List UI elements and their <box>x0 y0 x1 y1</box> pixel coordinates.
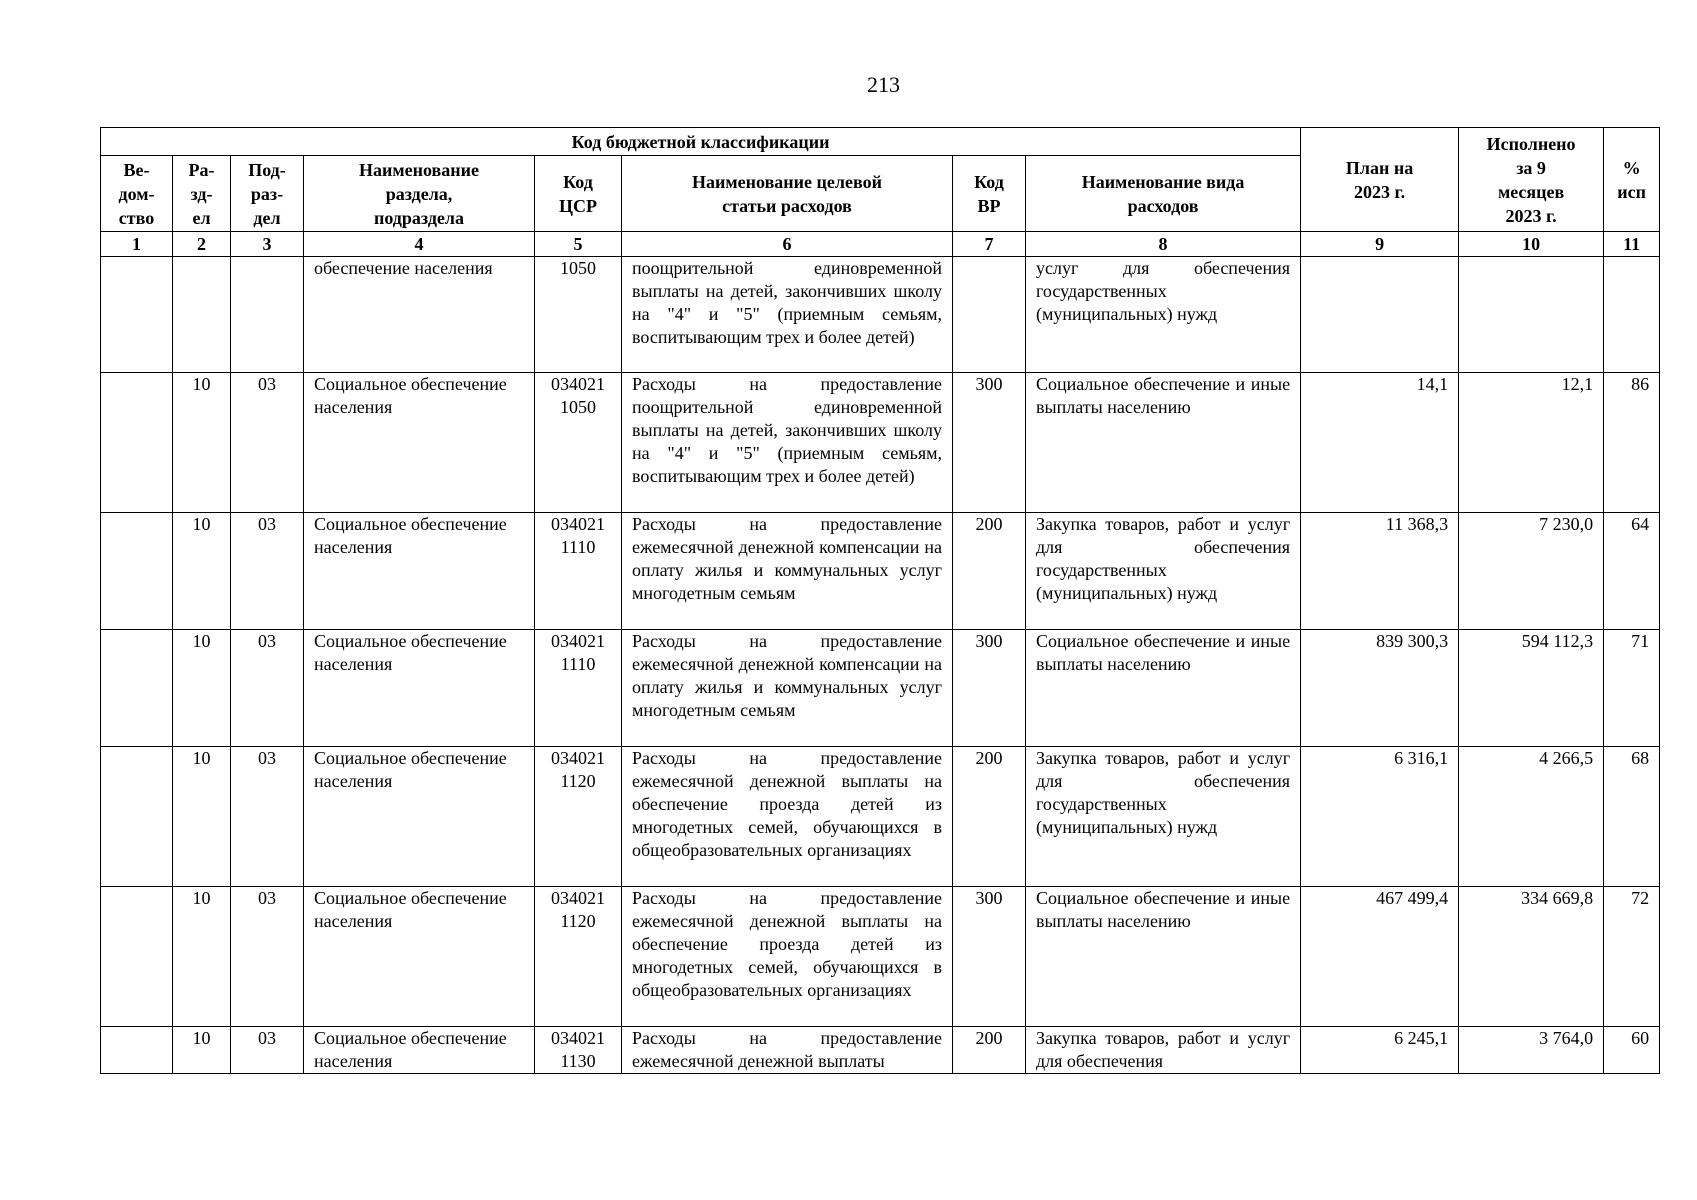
cell-section-name: Социальное обеспечение населения <box>304 887 535 1027</box>
header-plan: План на 2023 г. <box>1301 128 1459 232</box>
column-number: 5 <box>535 232 622 257</box>
cell-podrazdel: 03 <box>231 887 304 1027</box>
cell-pct: 72 <box>1604 887 1660 1027</box>
cell-razdel: 10 <box>173 373 231 513</box>
cell-vedomstvo <box>101 887 173 1027</box>
cell-vr-name: Социальное обеспечение и иные выплаты населению <box>1026 887 1301 1027</box>
cell-vr: 200 <box>953 513 1026 630</box>
column-number: 10 <box>1459 232 1604 257</box>
cell-razdel <box>173 257 231 373</box>
table-row <box>101 747 1660 887</box>
cell-target-name: Расходы на предоставление ежемесячной денежной компенсации на оплату жилья и коммунальных услуг многодетным семьям <box>622 630 953 747</box>
cell-vr: 300 <box>953 887 1026 1027</box>
cell-target-name: Расходы на предоставление поощрительной единовременной выплаты на детей, закончивших школу на "4" и "5" (приемным семьям, воспитывающим трех и более детей) <box>622 373 953 513</box>
column-number: 11 <box>1604 232 1660 257</box>
cell-vr <box>953 257 1026 373</box>
cell-vr-name: Закупка товаров, работ и услуг для обеспечения государственных (муниципальных) нужд <box>1026 747 1301 887</box>
header-vedomstvo: Ве- дом- ство <box>101 156 173 232</box>
header-kod-csr: Код ЦСР <box>535 156 622 232</box>
header-name-vr: Наименование вида расходов <box>1026 156 1301 232</box>
cell-csr: 034021 1050 <box>535 373 622 513</box>
column-number: 6 <box>622 232 953 257</box>
column-number: 2 <box>173 232 231 257</box>
table-row <box>101 1027 1660 1074</box>
cell-done: 594 112,3 <box>1459 630 1604 747</box>
cell-vr-name: услуг для обеспечения государственных (муниципальных) нужд <box>1026 257 1301 373</box>
cell-done: 12,1 <box>1459 373 1604 513</box>
table-row <box>101 887 1660 1027</box>
cell-target-name: Расходы на предоставление ежемесячной денежной выплаты на обеспечение проезда детей из многодетных семей, обучающихся в общеобразовательных организациях <box>622 747 953 887</box>
cell-section-name: Социальное обеспечение населения <box>304 1027 535 1074</box>
cell-target-name: Расходы на предоставление ежемесячной денежной компенсации на оплату жилья и коммунальных услуг многодетным семьям <box>622 513 953 630</box>
cell-pct: 68 <box>1604 747 1660 887</box>
column-number: 3 <box>231 232 304 257</box>
cell-section-name: обеспечение населения <box>304 257 535 373</box>
cell-podrazdel: 03 <box>231 747 304 887</box>
cell-plan: 11 368,3 <box>1301 513 1459 630</box>
header-name-target: Наименование целевой статьи расходов <box>622 156 953 232</box>
header-razdel: Ра- зд- ел <box>173 156 231 232</box>
cell-podrazdel: 03 <box>231 1027 304 1074</box>
cell-vr: 200 <box>953 1027 1026 1074</box>
cell-done: 4 266,5 <box>1459 747 1604 887</box>
cell-plan: 839 300,3 <box>1301 630 1459 747</box>
column-number: 9 <box>1301 232 1459 257</box>
cell-vedomstvo <box>101 373 173 513</box>
cell-razdel: 10 <box>173 1027 231 1074</box>
cell-plan <box>1301 257 1459 373</box>
table-row <box>101 630 1660 747</box>
cell-vr: 300 <box>953 373 1026 513</box>
cell-pct: 60 <box>1604 1027 1660 1074</box>
cell-target-name: Расходы на предоставление ежемесячной денежной выплаты <box>622 1027 953 1074</box>
cell-done: 7 230,0 <box>1459 513 1604 630</box>
column-number: 4 <box>304 232 535 257</box>
cell-section-name: Социальное обеспечение населения <box>304 630 535 747</box>
cell-vr: 200 <box>953 747 1026 887</box>
cell-vr-name: Закупка товаров, работ и услуг для обеспечения <box>1026 1027 1301 1074</box>
cell-done: 3 764,0 <box>1459 1027 1604 1074</box>
cell-target-name: Расходы на предоставление ежемесячной денежной выплаты на обеспечение проезда детей из многодетных семей, обучающихся в общеобразовательных организациях <box>622 887 953 1027</box>
cell-plan: 467 499,4 <box>1301 887 1459 1027</box>
column-number: 1 <box>101 232 173 257</box>
cell-vedomstvo <box>101 630 173 747</box>
header-podrazdel: Под- раз- дел <box>231 156 304 232</box>
cell-csr: 1050 <box>535 257 622 373</box>
cell-section-name: Социальное обеспечение населения <box>304 513 535 630</box>
cell-csr: 034021 1110 <box>535 513 622 630</box>
table-body <box>101 257 1660 1074</box>
cell-pct: 86 <box>1604 373 1660 513</box>
cell-csr: 034021 1130 <box>535 1027 622 1074</box>
cell-vr-name: Социальное обеспечение и иные выплаты населению <box>1026 630 1301 747</box>
header-kod-vr: Код ВР <box>953 156 1026 232</box>
cell-done: 334 669,8 <box>1459 887 1604 1027</box>
table-header <box>101 128 1660 257</box>
cell-razdel: 10 <box>173 513 231 630</box>
cell-vedomstvo <box>101 257 173 373</box>
cell-podrazdel <box>231 257 304 373</box>
cell-csr: 034021 1110 <box>535 630 622 747</box>
cell-vr-name: Социальное обеспечение и иные выплаты населению <box>1026 373 1301 513</box>
cell-pct <box>1604 257 1660 373</box>
cell-csr: 034021 1120 <box>535 747 622 887</box>
cell-vr: 300 <box>953 630 1026 747</box>
cell-csr: 034021 1120 <box>535 887 622 1027</box>
page-number: 213 <box>867 72 900 97</box>
table-row <box>101 373 1660 513</box>
table-row <box>101 257 1660 373</box>
cell-podrazdel: 03 <box>231 630 304 747</box>
cell-vr-name: Закупка товаров, работ и услуг для обеспечения государственных (муниципальных) нужд <box>1026 513 1301 630</box>
cell-vedomstvo <box>101 747 173 887</box>
cell-vedomstvo <box>101 513 173 630</box>
cell-podrazdel: 03 <box>231 373 304 513</box>
header-name-razdel: Наименование раздела, подраздела <box>304 156 535 232</box>
cell-done <box>1459 257 1604 373</box>
header-budget-code-group: Код бюджетной классификации <box>101 128 1301 156</box>
cell-section-name: Социальное обеспечение населения <box>304 373 535 513</box>
cell-vedomstvo <box>101 1027 173 1074</box>
cell-plan: 6 316,1 <box>1301 747 1459 887</box>
header-pct: % исп <box>1604 128 1660 232</box>
cell-razdel: 10 <box>173 630 231 747</box>
cell-target-name: поощрительной единовременной выплаты на детей, закончивших школу на "4" и "5" (приемным семьям, воспитывающим трех и более детей) <box>622 257 953 373</box>
column-number: 7 <box>953 232 1026 257</box>
budget-table <box>100 127 1660 1074</box>
cell-plan: 6 245,1 <box>1301 1027 1459 1074</box>
cell-pct: 64 <box>1604 513 1660 630</box>
column-number-row <box>101 232 1660 257</box>
cell-razdel: 10 <box>173 887 231 1027</box>
cell-razdel: 10 <box>173 747 231 887</box>
cell-section-name: Социальное обеспечение населения <box>304 747 535 887</box>
header-done: Исполнено за 9 месяцев 2023 г. <box>1459 128 1604 232</box>
cell-plan: 14,1 <box>1301 373 1459 513</box>
column-number: 8 <box>1026 232 1301 257</box>
table-row <box>101 513 1660 630</box>
cell-pct: 71 <box>1604 630 1660 747</box>
cell-podrazdel: 03 <box>231 513 304 630</box>
